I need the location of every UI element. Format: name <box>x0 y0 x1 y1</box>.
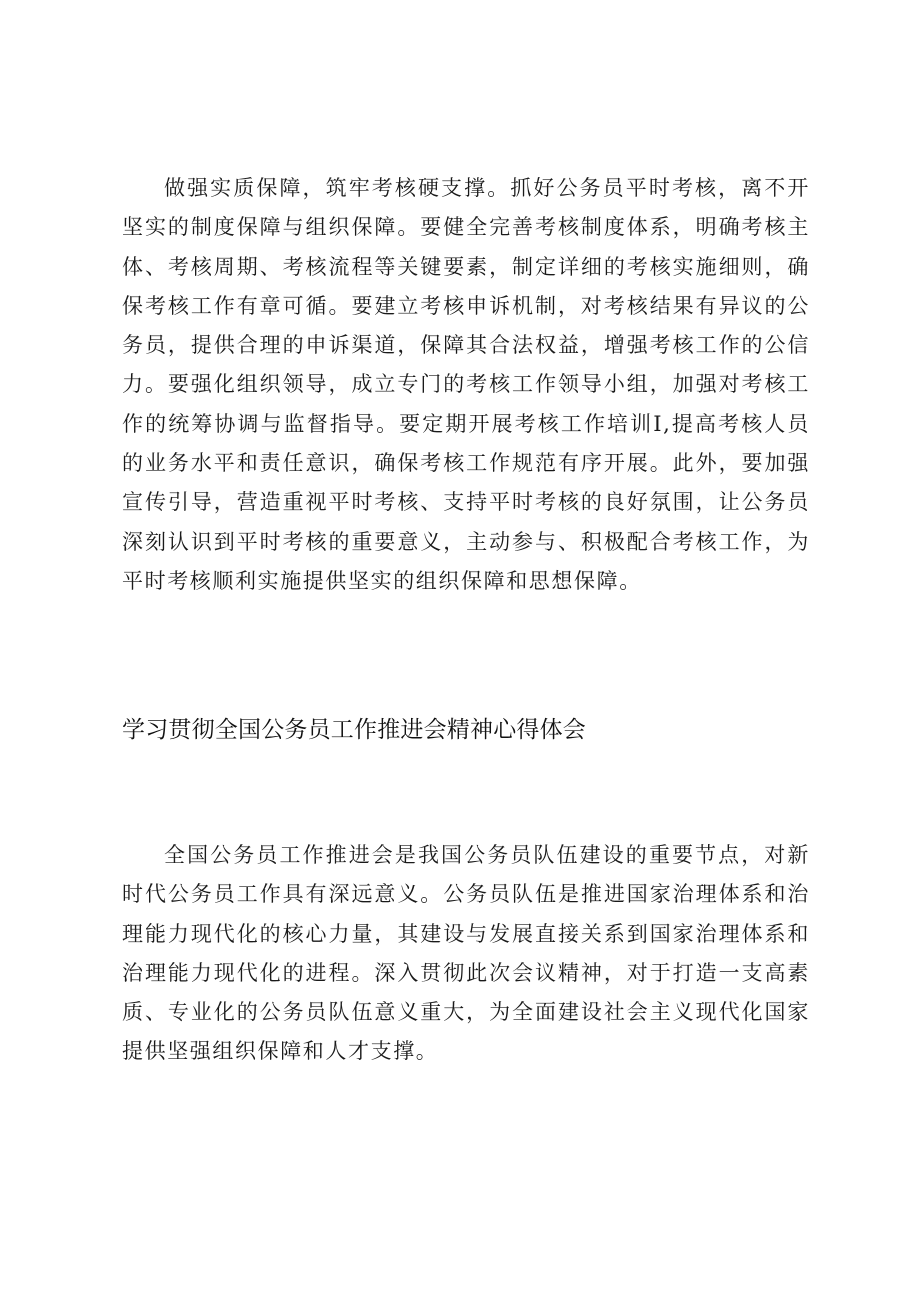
body-paragraph-conference-significance: 全国公务员工作推进会是我国公务员队伍建设的重要节点，对新时代公务员工作具有深远意义。公务员队伍是推进国家治理体系和治理能力现代化的核心力量，其建设与发展直接关系到国家治理体系和治理能力现代化的进程。深入贯彻此次会议精神，对于打造一支高素质、专业化的公务员队伍意义重大，为全面建设社会主义现代化国家提供坚强组织保障和人才支撑。 <box>122 843 810 1064</box>
body-paragraph-assessment-safeguards: 做强实质保障，筑牢考核硬支撑。抓好公务员平时考核，离不开坚实的制度保障与组织保障。要健全完善考核制度体系，明确考核主体、考核周期、考核流程等关键要素，制定详细的考核实施细则，确保考核工作有章可循。要建立考核申诉机制，对考核结果有异议的公务员，提供合理的申诉渠道，保障其合法权益，增强考核工作的公信力。要强化组织领导，成立专门的考核工作领导小组，加强对考核工作的统筹协调与监督指导。要定期开展考核工作培训I,提高考核人员的业务水平和责任意识，确保考核工作规范有序开展。此外，要加强宣传引导，营造重视平时考核、支持平时考核的良好氛围，让公务员深刻认识到平时考核的重要意义，主动参与、积极配合考核工作，为平时考核顺利实施提供坚实的组织保障和思想保障。 <box>122 176 810 593</box>
section-heading: 学习贯彻全国公务员工作推进会精神心得体会 <box>122 717 586 743</box>
